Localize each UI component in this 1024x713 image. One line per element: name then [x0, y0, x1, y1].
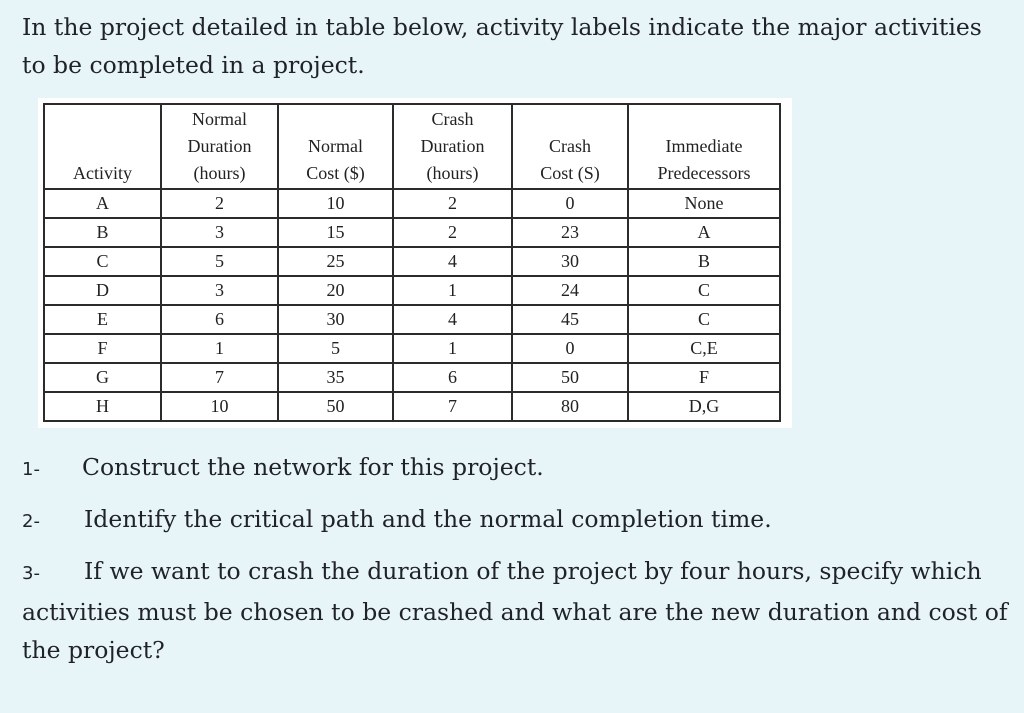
cell-activity: E [44, 305, 161, 334]
cell-crash-duration: 6 [393, 363, 512, 392]
cell-crash-cost: 24 [512, 276, 628, 305]
table-row [44, 189, 780, 218]
question-3 [22, 552, 1012, 669]
cell-crash-duration: 2 [393, 218, 512, 247]
cell-normal-duration: 5 [161, 247, 278, 276]
cell-normal-cost: 50 [278, 392, 393, 421]
table-row [44, 276, 780, 305]
cell-crash-duration: 4 [393, 247, 512, 276]
cell-normal-duration: 2 [161, 189, 278, 218]
cell-normal-duration: 6 [161, 305, 278, 334]
table-row [44, 305, 780, 334]
cell-normal-cost: 20 [278, 276, 393, 305]
cell-normal-cost: 30 [278, 305, 393, 334]
cell-crash-cost: 30 [512, 247, 628, 276]
cell-normal-duration: 3 [161, 276, 278, 305]
header-line: Activity [73, 163, 132, 183]
question-number: 2- [22, 511, 40, 532]
table-header-row [44, 104, 780, 189]
header-crash-duration [393, 104, 512, 189]
question-2 [22, 500, 1012, 541]
cell-crash-cost: 80 [512, 392, 628, 421]
activity-table [43, 103, 781, 422]
header-line: Crash [431, 109, 474, 129]
question-number: 1- [22, 459, 40, 480]
cell-activity: B [44, 218, 161, 247]
header-normal-duration [161, 104, 278, 189]
header-line: Predecessors [657, 163, 751, 183]
cell-predecessors: F [628, 363, 780, 392]
header-line: Immediate [665, 136, 743, 156]
cell-activity: F [44, 334, 161, 363]
header-line: Cost ($) [306, 163, 365, 183]
table-row [44, 392, 780, 421]
header-line: (hours) [193, 163, 246, 183]
header-activity [44, 104, 161, 189]
cell-activity: G [44, 363, 161, 392]
header-line: Duration [420, 136, 485, 156]
cell-predecessors: D,G [628, 392, 780, 421]
cell-activity: C [44, 247, 161, 276]
cell-crash-duration: 2 [393, 189, 512, 218]
question-number: 3- [22, 563, 40, 584]
header-line: Cost (S) [540, 163, 600, 183]
cell-crash-duration: 1 [393, 276, 512, 305]
cell-normal-cost: 25 [278, 247, 393, 276]
cell-normal-cost: 10 [278, 189, 393, 218]
cell-crash-cost: 0 [512, 189, 628, 218]
table-row [44, 218, 780, 247]
cell-predecessors: C [628, 276, 780, 305]
cell-normal-duration: 3 [161, 218, 278, 247]
cell-predecessors: C,E [628, 334, 780, 363]
table-row [44, 363, 780, 392]
question-text: Construct the network for this project. [82, 453, 544, 481]
cell-crash-duration: 4 [393, 305, 512, 334]
question-1 [22, 448, 1012, 489]
cell-normal-duration: 7 [161, 363, 278, 392]
cell-normal-duration: 10 [161, 392, 278, 421]
intro-text: In the project detailed in table below, activity labels indicate the major activities to be completed in a project. [22, 13, 982, 79]
cell-normal-cost: 5 [278, 334, 393, 363]
header-line: Crash [549, 136, 591, 156]
header-line: (hours) [426, 163, 479, 183]
cell-predecessors: A [628, 218, 780, 247]
cell-crash-cost: 23 [512, 218, 628, 247]
cell-predecessors: B [628, 247, 780, 276]
cell-activity: H [44, 392, 161, 421]
header-normal-cost [278, 104, 393, 189]
header-line: Normal [192, 109, 247, 129]
cell-normal-cost: 35 [278, 363, 393, 392]
table-row [44, 334, 780, 363]
activity-table-figure [38, 98, 792, 428]
cell-predecessors: C [628, 305, 780, 334]
cell-activity: A [44, 189, 161, 218]
cell-crash-cost: 0 [512, 334, 628, 363]
question-text: If we want to crash the duration of the project by four hours, specify which activities must be chosen to be crashed and what are the new duration and cost of the project? [22, 557, 1008, 664]
cell-normal-duration: 1 [161, 334, 278, 363]
cell-activity: D [44, 276, 161, 305]
header-line: Duration [187, 136, 252, 156]
cell-crash-duration: 1 [393, 334, 512, 363]
cell-crash-cost: 50 [512, 363, 628, 392]
table-row [44, 247, 780, 276]
cell-crash-duration: 7 [393, 392, 512, 421]
cell-predecessors: None [628, 189, 780, 218]
header-line: Normal [308, 136, 363, 156]
header-immediate-predecessors [628, 104, 780, 189]
question-text: Identify the critical path and the normal completion time. [84, 505, 772, 533]
cell-crash-cost: 45 [512, 305, 628, 334]
header-crash-cost [512, 104, 628, 189]
cell-normal-cost: 15 [278, 218, 393, 247]
